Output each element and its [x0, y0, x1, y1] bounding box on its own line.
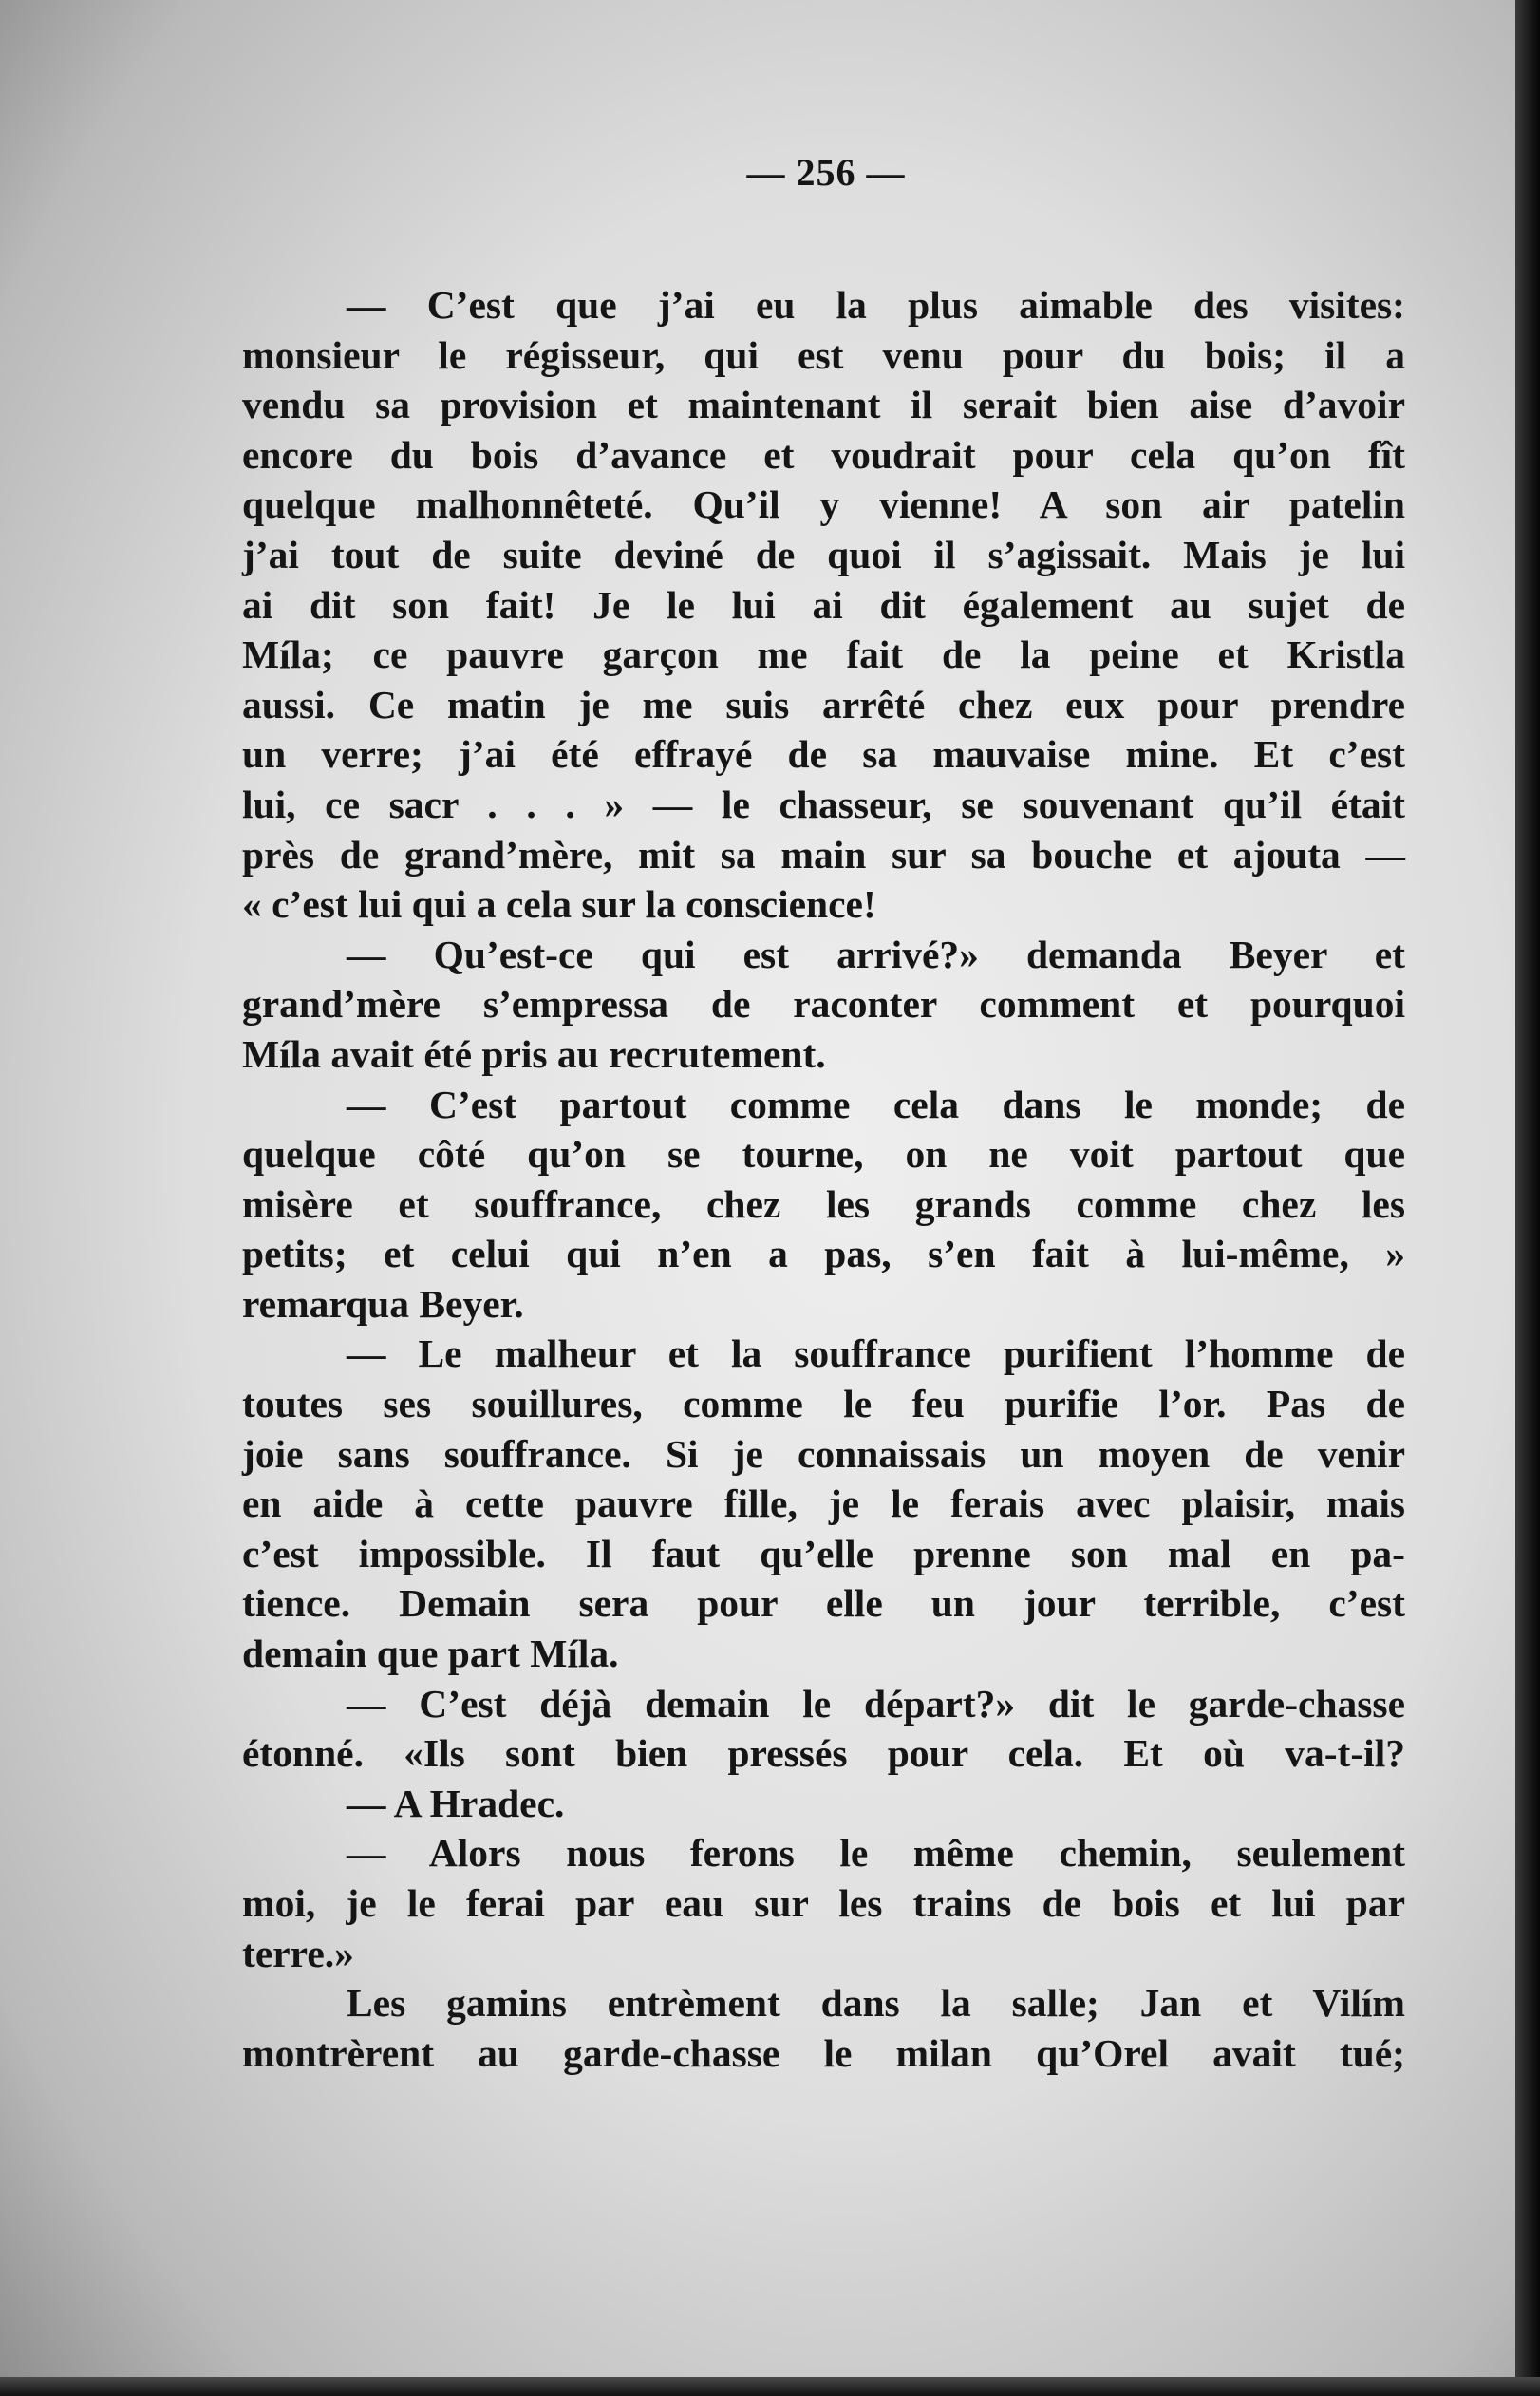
- text-line: près de grand’mère, mit sa main sur sa bouche et ajouta —: [242, 832, 1405, 877]
- text-line: remarqua Beyer.: [242, 1281, 524, 1326]
- text-line: Les gamins entrèment dans la salle; Jan et Vilím: [347, 1981, 1405, 2026]
- text-line: aussi. Ce matin je me suis arrêté chez eux pour prendre: [242, 682, 1405, 726]
- text-line: quelque côté qu’on se tourne, on ne voit partout que: [242, 1132, 1405, 1177]
- page-edge-shadow: [1515, 0, 1540, 2396]
- text-line: Míla; ce pauvre garçon me fait de la peine et Kristla: [242, 632, 1405, 677]
- text-line: encore du bois d’avance et voudrait pour cela qu’on fît: [242, 432, 1405, 477]
- text-line: — A Hradec.: [347, 1781, 565, 1825]
- text-line: ai dit son fait! Je le lui ai dit également au sujet de: [242, 582, 1405, 627]
- text-line: quelque malhonnêteté. Qu’il y vienne! A son air patelin: [242, 482, 1405, 527]
- text-line: un verre; j’ai été effrayé de sa mauvaise mine. Et c’est: [242, 732, 1405, 777]
- text-line: montrèrent au garde-chasse le milan qu’Orel avait tué;: [242, 2030, 1405, 2075]
- text-line: — Le malheur et la souffrance purifient l’homme de: [347, 1331, 1405, 1376]
- text-line: — Alors nous ferons le même chemin, seulement: [347, 1831, 1405, 1876]
- text-line: grand’mère s’empressa de raconter comment et pourquoi: [242, 982, 1405, 1027]
- text-line: — C’est déjà demain le départ?» dit le garde-chasse: [347, 1681, 1405, 1726]
- text-line: Míla avait été pris au recrutement.: [242, 1031, 826, 1076]
- text-line: — C’est partout comme cela dans le monde; de: [347, 1082, 1405, 1126]
- text-line: petits; et celui qui n’en a pas, s’en fait à lui-même, »: [242, 1232, 1405, 1276]
- text-line: joie sans souffrance. Si je connaissais un moyen de venir: [242, 1431, 1405, 1476]
- text-line: toutes ses souillures, comme le feu purifie l’or. Pas de: [242, 1382, 1405, 1426]
- text-line: étonné. «Ils sont bien pressés pour cela. Et où va-t-il?: [242, 1731, 1405, 1776]
- text-line: c’est impossible. Il faut qu’elle prenne son mal en pa-: [242, 1531, 1405, 1575]
- text-line: j’ai tout de suite deviné de quoi il s’agissait. Mais je lui: [242, 532, 1405, 576]
- body-text: [242, 280, 1405, 2078]
- page-bottom-shadow: [0, 2377, 1540, 2396]
- text-line: moi, je le ferai par eau sur les trains de bois et lui par: [242, 1881, 1405, 1925]
- text-line: — Qu’est-ce qui est arrivé?» demanda Beyer et: [347, 932, 1405, 976]
- page-number: — 256 —: [746, 151, 906, 194]
- text-line: tience. Demain sera pour elle un jour terrible, c’est: [242, 1581, 1405, 1626]
- text-line: vendu sa provision et maintenant il serait bien aise d’avoir: [242, 383, 1405, 427]
- text-line: « c’est lui qui a cela sur la conscience!: [242, 882, 876, 927]
- text-line: — C’est que j’ai eu la plus aimable des visites:: [347, 283, 1405, 327]
- text-line: misère et souffrance, chez les grands comme chez les: [242, 1181, 1405, 1226]
- text-line: en aide à cette pauvre fille, je le ferais avec plaisir, mais: [242, 1481, 1405, 1526]
- text-line: demain que part Míla.: [242, 1632, 619, 1676]
- text-line: lui, ce sacr . . . » — le chasseur, se souvenant qu’il était: [242, 782, 1405, 826]
- text-line: terre.»: [242, 1931, 354, 1975]
- text-line: monsieur le régisseur, qui est venu pour du bois; il a: [242, 332, 1405, 377]
